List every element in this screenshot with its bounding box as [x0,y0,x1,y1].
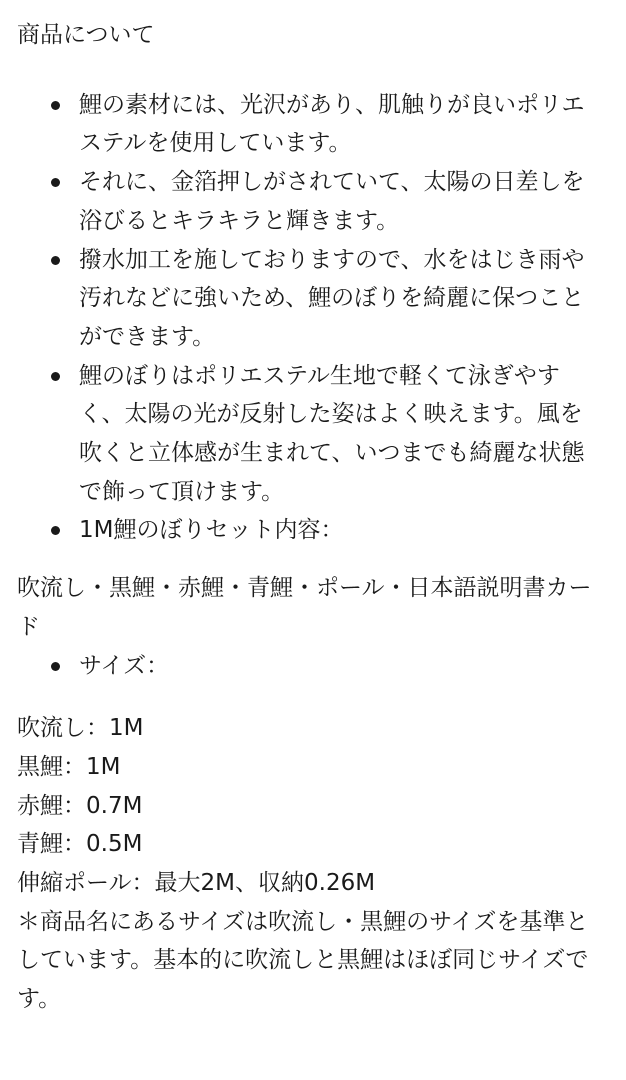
size-note: ＊商品名にあるサイズは吹流し・黒鯉のサイズを基準としています。基本的に吹流しと黒鯉はほぼ同じサイズです。 [17,908,589,1013]
size-item: 青鯉：0.5M [17,831,143,858]
feature-item: 撥水加工を施しておりますので、水をはじき雨や汚れなどに強いため、鯉のぼりを綺麗に保つことができます。 [17,241,604,357]
feature-item: それに、金箔押しがされていて、太陽の日差しを浴びるとキラキラと輝きます。 [17,163,604,240]
feature-item: 鯉のぼりはポリエステル生地で軽くて泳ぎやすく、太陽の光が反射した姿はよく映えます。風を吹くと立体感が生まれて、いつまでも綺麗な状態で飾って頂けます。 [17,357,604,512]
size-item: 伸縮ポール：最大2M、収納0.26M [17,870,376,897]
set-label-list [17,511,604,550]
size-label: サイズ： [17,647,604,686]
set-contents-label: 1M鯉のぼりセット内容： [17,511,604,550]
feature-list [17,86,604,512]
size-list [17,709,604,1019]
size-label-list [17,647,604,686]
set-contents-text: 吹流し・黒鯉・赤鯉・青鯉・ポール・日本語説明書カード [17,575,592,640]
size-item: 赤鯉：0.7M [17,792,143,819]
section-heading: 商品について [17,22,155,48]
feature-item: 鯉の素材には、光沢があり、肌触りが良いポリエステルを使用しています。 [17,86,604,163]
size-item: 吹流し：1M [17,715,144,742]
size-item: 黒鯉：1M [17,753,121,780]
